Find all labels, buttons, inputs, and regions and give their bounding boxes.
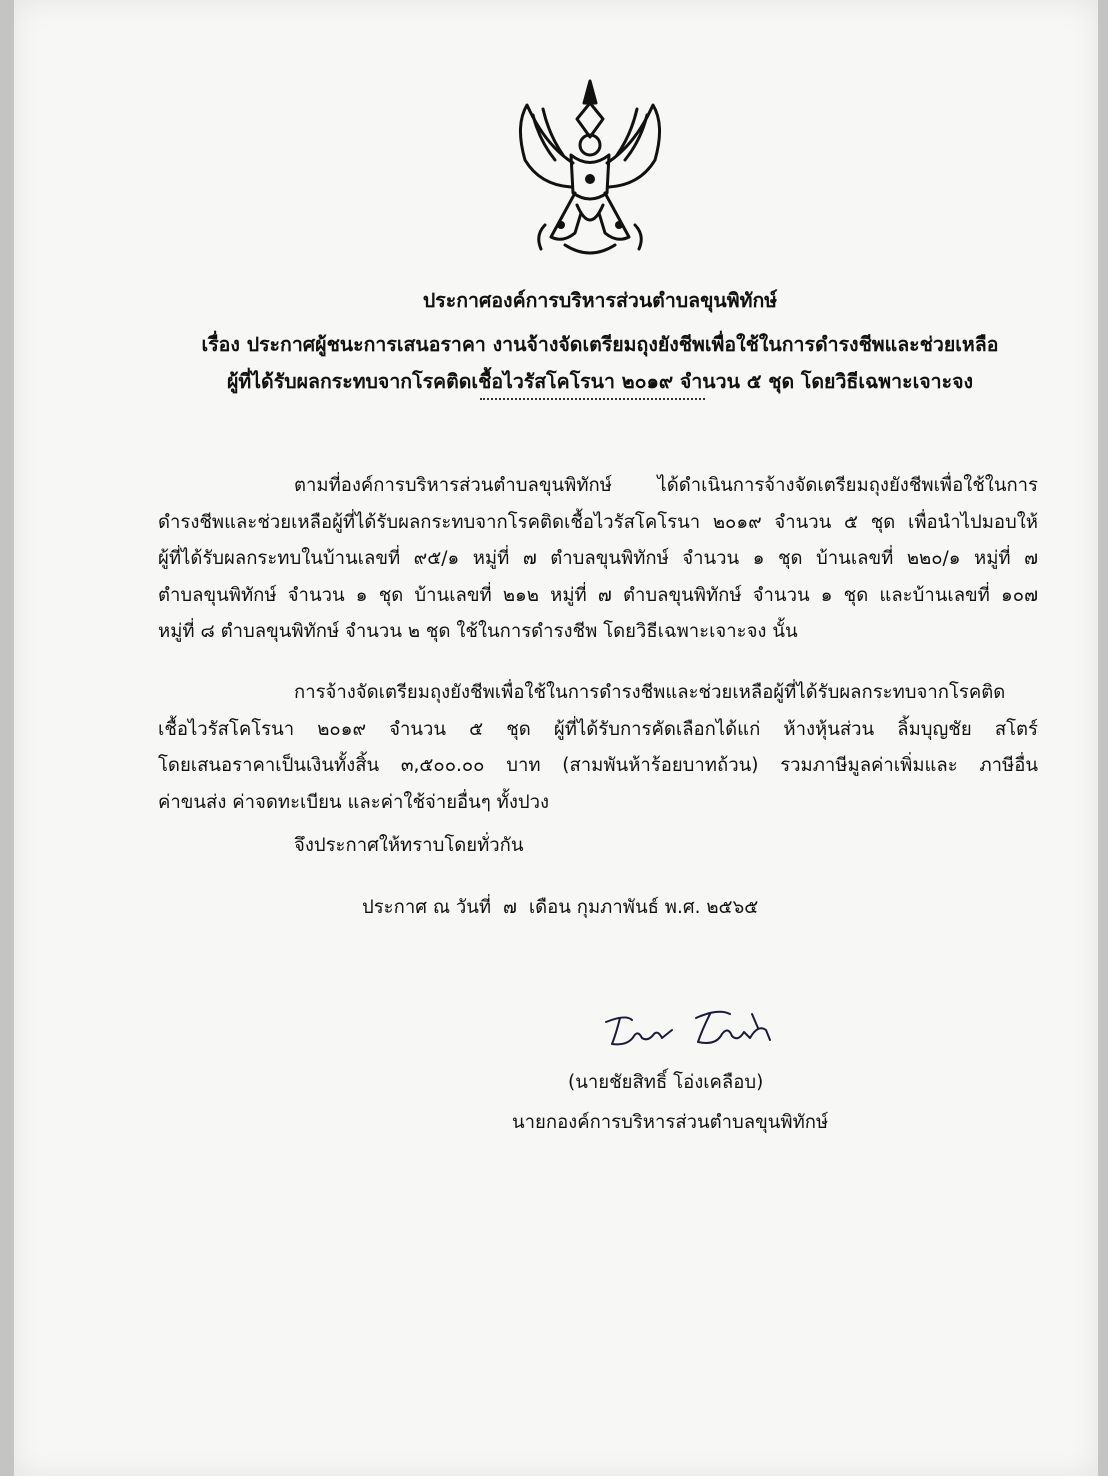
paragraph-line: ผู้ที่ได้รับผลกระทบในบ้านเลขที่ ๙๕/๑ หมู่ที่ ๗ ตำบลขุนพิทักษ์ จำนวน ๑ ชุด บ้านเลขที่ ๒๒๐/๑ หมู่ที่ ๗ (158, 548, 1038, 569)
announcement-org-title: ประกาศองค์การบริหารส่วนตำบลขุนพิทักษ์ (422, 289, 778, 312)
date-prefix: ประกาศ ณ วันที่ (362, 897, 492, 918)
handwritten-signature (598, 1004, 778, 1054)
paragraph-line: ตำบลขุนพิทักษ์ จำนวน ๑ ชุด บ้านเลขที่ ๒๑๒ หมู่ที่ ๗ ตำบลขุนพิทักษ์ จำนวน ๑ ชุด และบ้านเลขที่ ๑๐๗ (158, 584, 1038, 606)
paragraph-line: โดยเสนอราคาเป็นเงินทั้งสิ้น ๓,๕๐๐.๐๐ บาท (สามพันห้าร้อยบาทถ้วน) รวมภาษีมูลค่าเพิ่มและ ภาษีอื่น (158, 755, 1038, 776)
garuda-emblem-icon (505, 75, 675, 265)
paragraph-2 (158, 675, 1038, 821)
paragraph-line: หมู่ที่ ๘ ตำบลขุนพิทักษ์ จำนวน ๒ ชุด ใช้ในการดำรงชีพ โดยวิธีเฉพาะเจาะจง นั้น (158, 621, 798, 642)
paragraph-line: การจ้างจัดเตรียมถุงยังชีพเพื่อใช้ในการดำรงชีพและช่วยเหลือผู้ที่ได้รับผลกระทบจากโรคติด (294, 682, 1006, 703)
announcement-date (362, 890, 758, 926)
paragraph-line: ดำรงชีพและช่วยเหลือผู้ที่ได้รับผลกระทบจากโรคติดเชื้อไวรัสโคโรนา ๒๐๑๙ จำนวน ๕ ชุด เพื่อนำไปมอบให้ (158, 511, 1038, 533)
paragraph-line: เชื้อไวรัสโคโรนา ๒๐๑๙ จำนวน ๕ ชุด ผู้ที่ได้รับการคัดเลือกได้แก่ ห้างหุ้นส่วน ลิ้มบุญชัย สโตร์ (158, 718, 1038, 740)
signer-name: (นายชัยสิทธิ์ โอ่งเคลือบ) (568, 1072, 764, 1093)
paragraph-line: ตามที่องค์การบริหารส่วนตำบลขุนพิทักษ์ ได้ดำเนินการจ้างจัดเตรียมถุงยังชีพเพื่อใช้ในการ (294, 475, 1038, 496)
announcement-subject-line-1: เรื่อง ประกาศผู้ชนะการเสนอราคา งานจ้างจัดเตรียมถุงยังชีพเพื่อใช้ในการดำรงชีพและช่วยเหลือ (201, 333, 999, 356)
announcement-subject-line-2: ผู้ที่ได้รับผลกระทบจากโรคติดเชื้อไวรัสโคโรนา ๒๐๑๙ จำนวน ๕ ชุด โดยวิธีเฉพาะเจาะจง (226, 370, 974, 393)
paragraph-line: ค่าขนส่ง ค่าจดทะเบียน และค่าใช้จ่ายอื่นๆ ทั้งปวง (158, 791, 550, 813)
signer-title: นายกองค์การบริหารส่วนตำบลขุนพิทักษ์ (512, 1112, 829, 1133)
paragraph-1 (158, 468, 1038, 651)
date-month-year: เดือน กุมภาพันธ์ พ.ศ. ๒๕๖๕ (528, 897, 759, 918)
date-day: ๗ (503, 897, 517, 918)
dotted-divider (480, 398, 705, 400)
closing-statement: จึงประกาศให้ทราบโดยทั่วกัน (294, 835, 524, 856)
